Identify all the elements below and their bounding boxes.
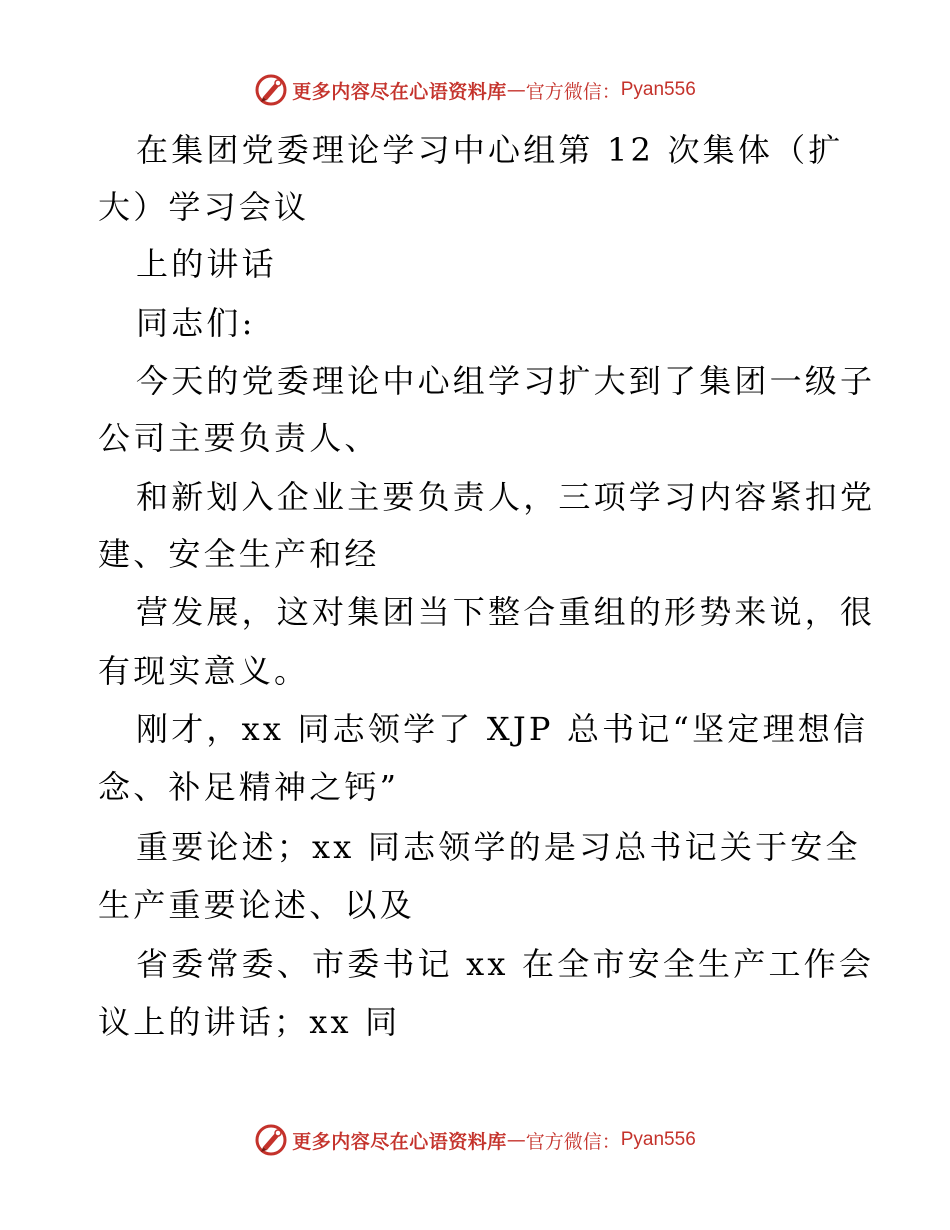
text-line: 建、安全生产和经: [98, 535, 380, 573]
banner-account-id: Pyan556: [620, 79, 696, 100]
banner-account-label: 官方微信：: [525, 1130, 621, 1153]
text-line: 公司主要负责人、: [98, 419, 380, 457]
header-banner: [0, 70, 950, 110]
text-line: 有现实意义。: [98, 652, 310, 690]
footer-banner: [0, 1120, 950, 1160]
banner-account-label: 官方微信：: [525, 80, 621, 103]
text-line: 营发展，这对集团当下整合重组的形势来说，很: [136, 593, 876, 631]
banner-dash: —: [506, 1129, 526, 1151]
text-line: 省委常委、市委书记 xx 在全市安全生产工作会: [136, 945, 875, 983]
text-line: 在集团党委理论学习中心组第 12 次集体（扩: [136, 131, 844, 169]
text-line: 生产重要论述、以及: [98, 886, 415, 924]
pen-logo-icon: [254, 1123, 288, 1157]
banner-account-id: Pyan556: [620, 1129, 696, 1150]
text-line: 刚才，xx 同志领学了 XJP 总书记“坚定理想信: [136, 710, 869, 748]
banner-title: 更多内容尽在心语资料库: [292, 80, 507, 103]
text-line: 和新划入企业主要负责人，三项学习内容紧扣党: [136, 478, 876, 516]
text-line: 重要论述；xx 同志领学的是习总书记关于安全: [136, 828, 861, 866]
banner-title: 更多内容尽在心语资料库: [292, 1130, 507, 1153]
text-line: 同志们:: [136, 304, 256, 342]
text-line: 今天的党委理论中心组学习扩大到了集团一级子: [136, 362, 876, 400]
pen-logo-icon: [254, 73, 288, 107]
text-line: 上的讲话: [136, 245, 277, 283]
text-line: 议上的讲话；xx 同: [98, 1003, 401, 1041]
banner-dash: —: [506, 79, 526, 101]
text-line: 念、补足精神之钙”: [98, 768, 400, 806]
text-line: 大）学习会议: [98, 188, 310, 226]
